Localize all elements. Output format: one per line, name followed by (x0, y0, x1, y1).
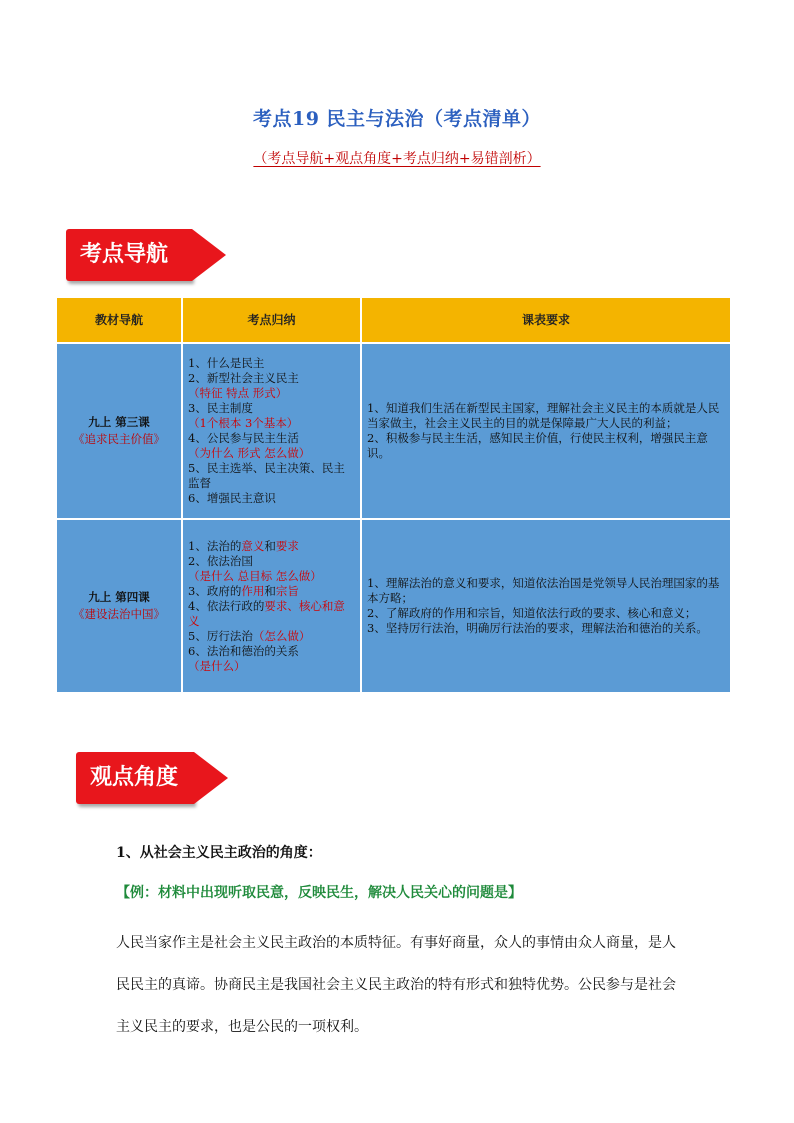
unit-label: 九上 第四课 (88, 590, 150, 604)
banner-guandian-jiaodu (76, 752, 228, 804)
table-row (56, 343, 731, 519)
example-note: 【例：材料中出现听取民意，反映民生，解决人民关心的问题是】 (116, 885, 522, 901)
banner-label: 观点角度 (76, 752, 194, 804)
page-title: 考点19 民主与法治（考点清单） (252, 108, 542, 130)
point-segment: 6、法治和德治的关系 (188, 643, 299, 658)
point-segment: 5、厉行法治 (188, 628, 253, 643)
banner-kaodian-daohang (66, 229, 226, 281)
points-cell (182, 343, 361, 519)
point-item (188, 644, 356, 659)
point-note: （特征 特点 形式） (188, 386, 288, 400)
subtitle-text: （考点导航+观点角度+考点归纳+易错剖析） (253, 151, 541, 167)
point-segment: 2、依法治国 (188, 553, 253, 568)
table-row (56, 519, 731, 693)
point-item (188, 659, 356, 674)
header-requirements: 课表要求 (361, 297, 731, 343)
point-note: （1个根本 3个基本） (188, 416, 299, 430)
section-heading: 1、从社会主义民主政治的角度： (116, 845, 322, 861)
point-segment: （怎么做） (252, 628, 311, 643)
navigation-table (56, 297, 731, 693)
banner-label: 考点导航 (66, 229, 192, 281)
textbook-cell (56, 519, 182, 693)
banner-arrow-shape (194, 752, 228, 804)
point-segment: 意义 (241, 538, 265, 553)
point-segment: 1、法治的 (188, 538, 242, 553)
point-segment: 4、依法行政的 (188, 598, 265, 613)
point-item: 4、公民参与民主生活 (188, 431, 299, 445)
point-segment: （是什么 总目标 怎么做） (188, 568, 322, 583)
point-item: 3、民主制度 (188, 401, 253, 415)
point-segment: 要求、核心和意义 (188, 598, 345, 628)
textbook-cell (56, 343, 182, 519)
points-cell (182, 519, 361, 693)
point-item: 5、民主选举、民主决策、民主监督 (188, 461, 345, 490)
point-item (188, 569, 356, 584)
point-item (188, 599, 356, 629)
point-segment: 3、政府的 (188, 583, 242, 598)
point-note: （为什么 形式 怎么做） (188, 446, 311, 460)
banner-arrow-shape (192, 229, 226, 281)
lesson-title: 《建设法治中国》 (73, 607, 165, 621)
header-textbook: 教材导航 (56, 297, 182, 343)
point-item: 2、新型社会主义民主 (188, 371, 299, 385)
requirement-item: 1、知道我们生活在新型民主国家，理解社会主义民主的本质就是人民当家做主，社会主义民主的目的就是保障最广大人民的利益； (367, 401, 720, 430)
lesson-title: 《追求民主价值》 (73, 432, 165, 446)
point-segment: （是什么） (188, 658, 246, 673)
requirement-item: 3、坚持厉行法治，明确厉行法治的要求，理解法治和德治的关系。 (367, 621, 708, 635)
point-item (188, 539, 356, 554)
point-segment: 和 (264, 583, 276, 598)
requirements-cell (361, 519, 731, 693)
point-segment: 要求 (275, 538, 299, 553)
requirements-cell (361, 343, 731, 519)
requirement-item: 2、了解政府的作用和宗旨，知道依法行政的要求、核心和意义； (367, 606, 697, 620)
requirement-item: 1、理解法治的意义和要求，知道依法治国是党领导人民治理国家的基本方略； (367, 576, 720, 605)
requirement-item: 2、积极参与民主生活，感知民主价值，行使民主权利，增强民主意识。 (367, 431, 708, 460)
point-item (188, 629, 356, 644)
point-item: 6、增强民主意识 (188, 491, 276, 505)
page-subtitle (0, 148, 794, 168)
point-item (188, 584, 356, 599)
body-paragraph: 人民当家作主是社会主义民主政治的本质特征。有事好商量，众人的事情由众人商量，是人民民主的真谛。协商民主是我国社会主义民主政治的特有形式和独特优势。公民参与是社会主义民主的要求，也是公民的一项权利。 (116, 935, 676, 1035)
point-item (188, 554, 356, 569)
point-segment: 作用 (241, 583, 265, 598)
point-segment: 和 (264, 538, 276, 553)
unit-label: 九上 第三课 (88, 415, 150, 429)
point-item: 1、什么是民主 (188, 356, 265, 370)
header-points: 考点归纳 (182, 297, 361, 343)
table-header-row (56, 297, 731, 343)
point-segment: 宗旨 (275, 583, 299, 598)
